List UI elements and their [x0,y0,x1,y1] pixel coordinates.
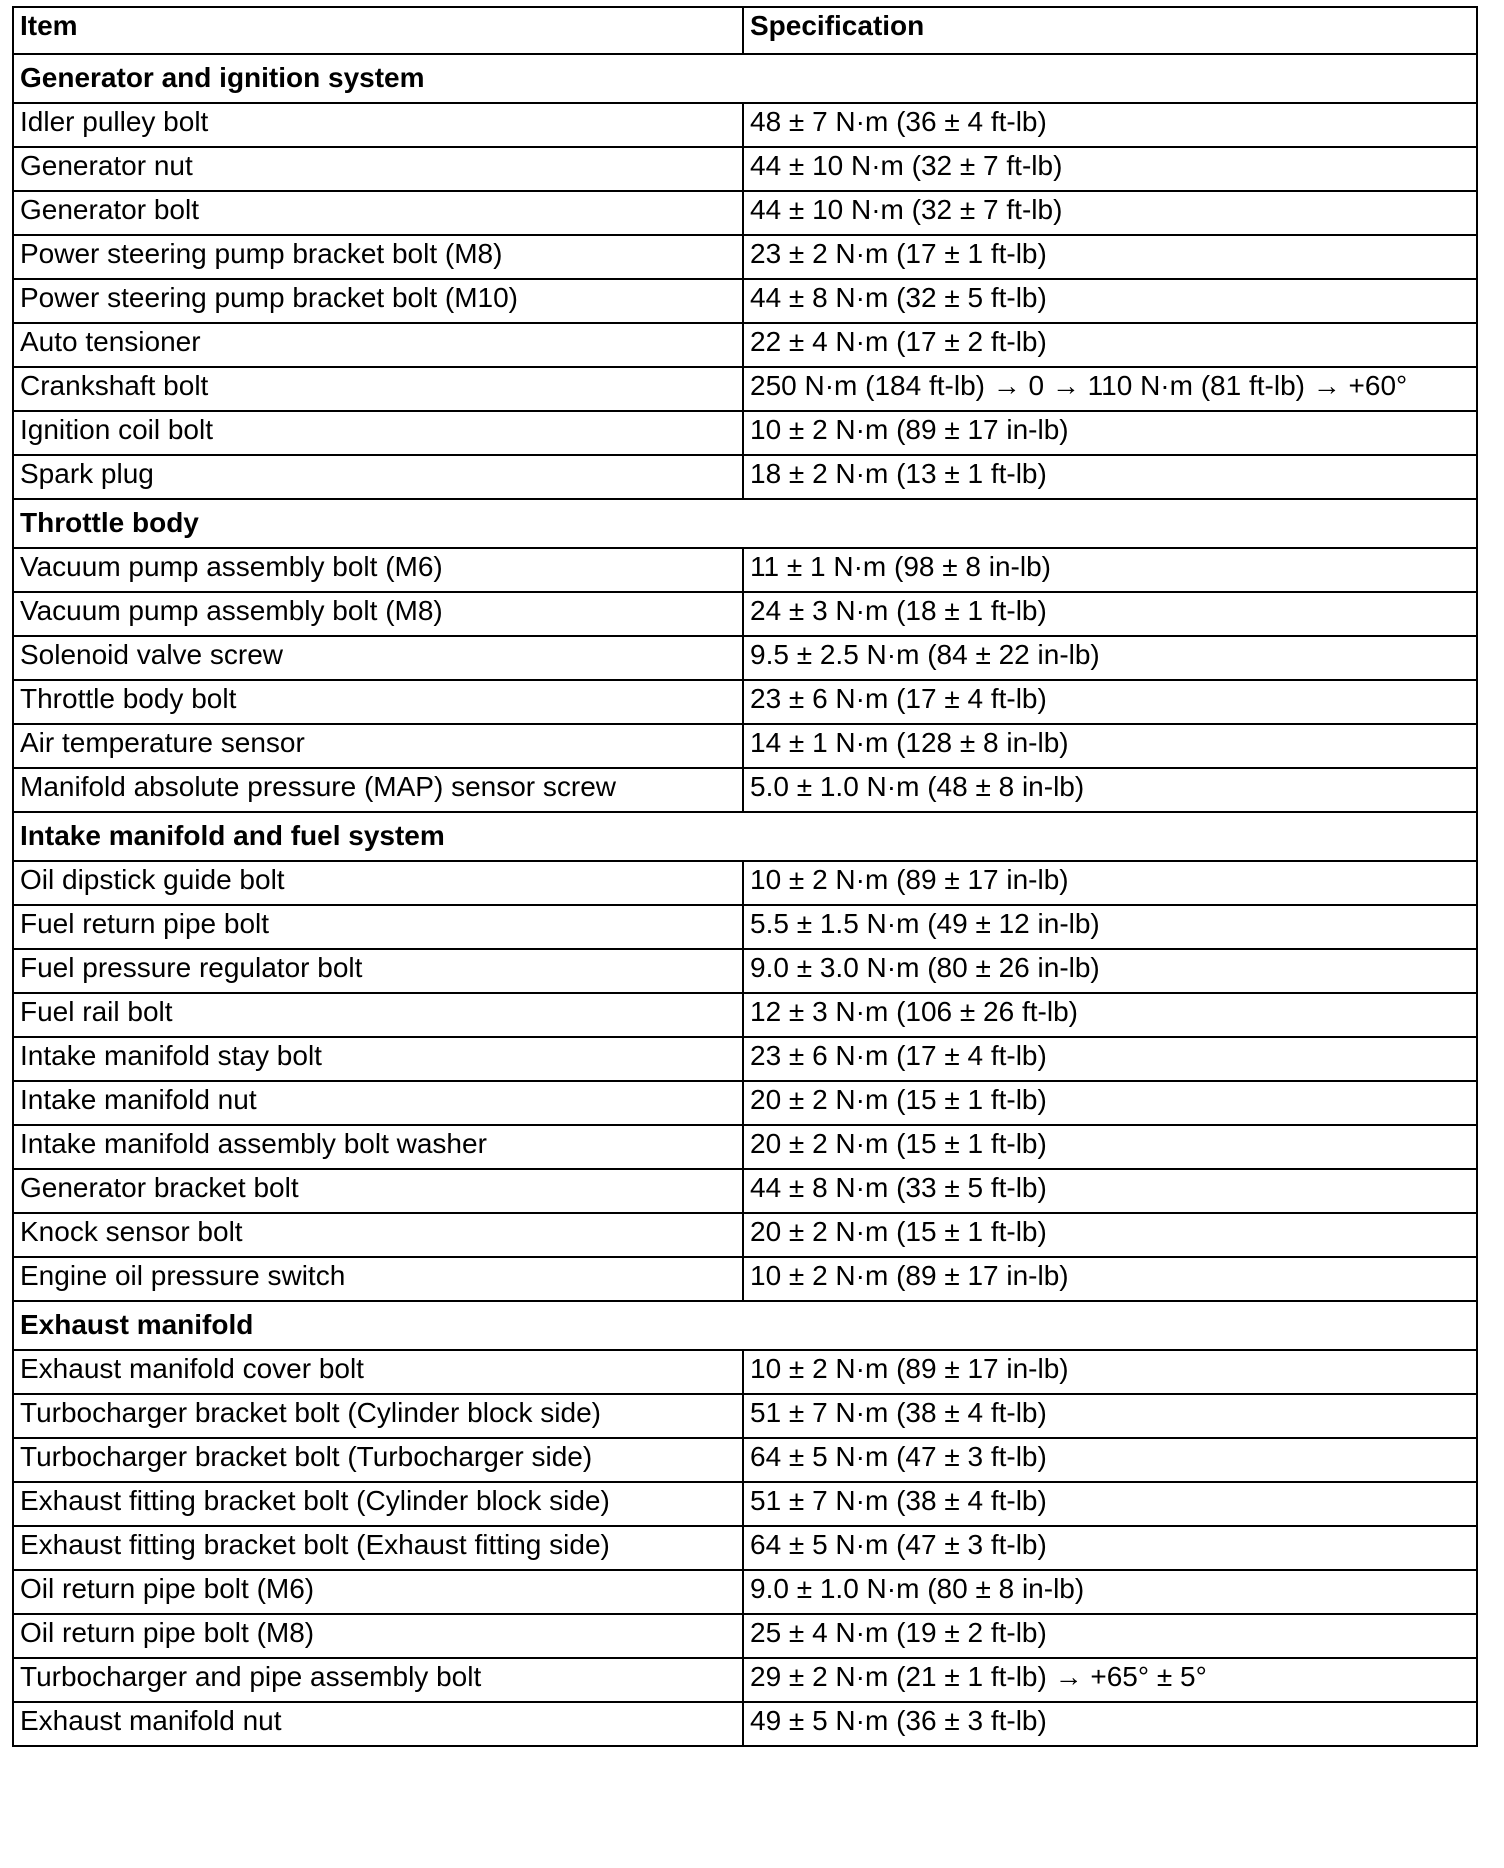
specification-cell: 64 ± 5 N·m (47 ± 3 ft-lb) [743,1438,1477,1482]
table-row [13,455,1477,499]
item-cell: Air temperature sensor [13,724,743,768]
specification-cell: 20 ± 2 N·m (15 ± 1 ft-lb) [743,1125,1477,1169]
table-row [13,1658,1477,1702]
section-row [13,812,1477,861]
item-cell: Intake manifold stay bolt [13,1037,743,1081]
table-row [13,1125,1477,1169]
specification-cell: 250 N·m (184 ft-lb) → 0 → 110 N·m (81 ft-lb) → +60° [743,367,1477,411]
item-cell: Turbocharger bracket bolt (Cylinder block side) [13,1394,743,1438]
item-cell: Oil return pipe bolt (M6) [13,1570,743,1614]
specification-cell: 23 ± 6 N·m (17 ± 4 ft-lb) [743,1037,1477,1081]
specification-cell: 14 ± 1 N·m (128 ± 8 in-lb) [743,724,1477,768]
section-row [13,1301,1477,1350]
item-cell: Solenoid valve screw [13,636,743,680]
item-cell: Exhaust fitting bracket bolt (Cylinder block side) [13,1482,743,1526]
table-row [13,1169,1477,1213]
table-row [13,636,1477,680]
item-cell: Exhaust manifold nut [13,1702,743,1746]
table-row [13,1037,1477,1081]
specification-cell: 44 ± 10 N·m (32 ± 7 ft-lb) [743,147,1477,191]
specification-cell: 44 ± 10 N·m (32 ± 7 ft-lb) [743,191,1477,235]
table-row [13,1257,1477,1301]
specification-cell: 20 ± 2 N·m (15 ± 1 ft-lb) [743,1213,1477,1257]
section-row [13,499,1477,548]
item-cell: Generator bracket bolt [13,1169,743,1213]
column-header-item: Item [13,7,743,54]
table-row [13,1570,1477,1614]
item-cell: Fuel pressure regulator bolt [13,949,743,993]
section-title: Intake manifold and fuel system [13,812,1477,861]
item-cell: Exhaust manifold cover bolt [13,1350,743,1394]
item-cell: Crankshaft bolt [13,367,743,411]
table-header [13,7,1477,54]
specification-cell: 24 ± 3 N·m (18 ± 1 ft-lb) [743,592,1477,636]
table-row [13,411,1477,455]
table-row [13,993,1477,1037]
item-cell: Turbocharger and pipe assembly bolt [13,1658,743,1702]
specification-cell: 51 ± 7 N·m (38 ± 4 ft-lb) [743,1482,1477,1526]
column-header-specification: Specification [743,7,1477,54]
specification-cell: 22 ± 4 N·m (17 ± 2 ft-lb) [743,323,1477,367]
table-row [13,724,1477,768]
specification-cell: 9.0 ± 3.0 N·m (80 ± 26 in-lb) [743,949,1477,993]
item-cell: Power steering pump bracket bolt (M10) [13,279,743,323]
torque-spec-table [12,6,1478,1747]
section-title: Throttle body [13,499,1477,548]
specification-cell: 10 ± 2 N·m (89 ± 17 in-lb) [743,1350,1477,1394]
specification-cell: 64 ± 5 N·m (47 ± 3 ft-lb) [743,1526,1477,1570]
item-cell: Exhaust fitting bracket bolt (Exhaust fitting side) [13,1526,743,1570]
specification-cell: 51 ± 7 N·m (38 ± 4 ft-lb) [743,1394,1477,1438]
table-row [13,680,1477,724]
table-row [13,191,1477,235]
header-row [13,7,1477,54]
item-cell: Intake manifold nut [13,1081,743,1125]
table-row [13,1213,1477,1257]
item-cell: Fuel return pipe bolt [13,905,743,949]
specification-cell: 23 ± 2 N·m (17 ± 1 ft-lb) [743,235,1477,279]
table-row [13,768,1477,812]
specification-cell: 20 ± 2 N·m (15 ± 1 ft-lb) [743,1081,1477,1125]
item-cell: Intake manifold assembly bolt washer [13,1125,743,1169]
section-row [13,54,1477,103]
table-row [13,323,1477,367]
specification-cell: 18 ± 2 N·m (13 ± 1 ft-lb) [743,455,1477,499]
item-cell: Turbocharger bracket bolt (Turbocharger side) [13,1438,743,1482]
table-row [13,147,1477,191]
table-row [13,548,1477,592]
item-cell: Throttle body bolt [13,680,743,724]
specification-cell: 5.5 ± 1.5 N·m (49 ± 12 in-lb) [743,905,1477,949]
table-row [13,1702,1477,1746]
item-cell: Knock sensor bolt [13,1213,743,1257]
table-row [13,103,1477,147]
specification-cell: 10 ± 2 N·m (89 ± 17 in-lb) [743,1257,1477,1301]
specification-cell: 29 ± 2 N·m (21 ± 1 ft-lb) → +65° ± 5° [743,1658,1477,1702]
specification-cell: 9.0 ± 1.0 N·m (80 ± 8 in-lb) [743,1570,1477,1614]
table-row [13,861,1477,905]
specification-cell: 11 ± 1 N·m (98 ± 8 in-lb) [743,548,1477,592]
table-row [13,367,1477,411]
table-row [13,279,1477,323]
table-row [13,1526,1477,1570]
item-cell: Ignition coil bolt [13,411,743,455]
table-row [13,1081,1477,1125]
specification-cell: 44 ± 8 N·m (33 ± 5 ft-lb) [743,1169,1477,1213]
item-cell: Oil return pipe bolt (M8) [13,1614,743,1658]
item-cell: Power steering pump bracket bolt (M8) [13,235,743,279]
item-cell: Spark plug [13,455,743,499]
section-title: Exhaust manifold [13,1301,1477,1350]
specification-cell: 5.0 ± 1.0 N·m (48 ± 8 in-lb) [743,768,1477,812]
item-cell: Vacuum pump assembly bolt (M6) [13,548,743,592]
item-cell: Generator nut [13,147,743,191]
table-row [13,235,1477,279]
item-cell: Engine oil pressure switch [13,1257,743,1301]
table-row [13,905,1477,949]
item-cell: Idler pulley bolt [13,103,743,147]
item-cell: Generator bolt [13,191,743,235]
specification-cell: 12 ± 3 N·m (106 ± 26 ft-lb) [743,993,1477,1037]
specification-cell: 25 ± 4 N·m (19 ± 2 ft-lb) [743,1614,1477,1658]
item-cell: Fuel rail bolt [13,993,743,1037]
item-cell: Vacuum pump assembly bolt (M8) [13,592,743,636]
specification-cell: 48 ± 7 N·m (36 ± 4 ft-lb) [743,103,1477,147]
table-row [13,1482,1477,1526]
table-row [13,1394,1477,1438]
item-cell: Oil dipstick guide bolt [13,861,743,905]
specification-cell: 10 ± 2 N·m (89 ± 17 in-lb) [743,861,1477,905]
specification-cell: 44 ± 8 N·m (32 ± 5 ft-lb) [743,279,1477,323]
item-cell: Manifold absolute pressure (MAP) sensor screw [13,768,743,812]
table-body [13,54,1477,1746]
table-row [13,1350,1477,1394]
table-row [13,1438,1477,1482]
table-row [13,1614,1477,1658]
table-row [13,592,1477,636]
specification-cell: 49 ± 5 N·m (36 ± 3 ft-lb) [743,1702,1477,1746]
table-row [13,949,1477,993]
item-cell: Auto tensioner [13,323,743,367]
specification-cell: 9.5 ± 2.5 N·m (84 ± 22 in-lb) [743,636,1477,680]
specification-cell: 23 ± 6 N·m (17 ± 4 ft-lb) [743,680,1477,724]
section-title: Generator and ignition system [13,54,1477,103]
specification-cell: 10 ± 2 N·m (89 ± 17 in-lb) [743,411,1477,455]
